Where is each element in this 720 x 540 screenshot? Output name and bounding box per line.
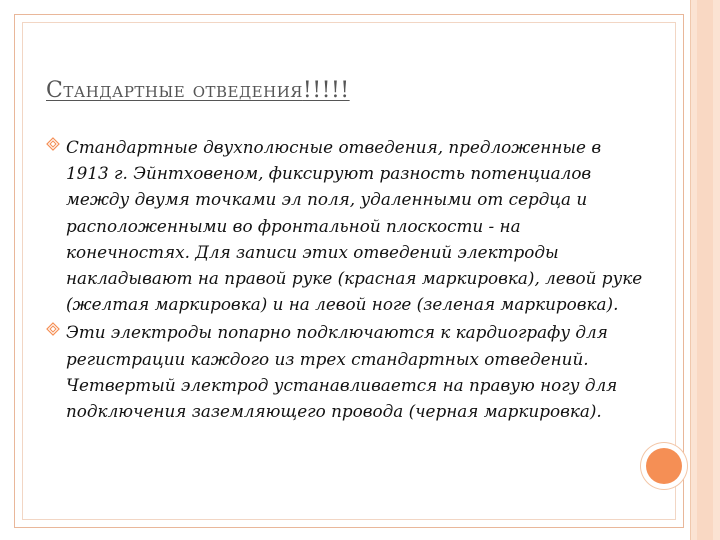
- decorative-side-band-inner: [697, 0, 713, 540]
- bullet-item: [46, 134, 646, 317]
- bullet-text: Эти электроды попарно подключаются к кардиографу для регистрации каждого из трех стандартных отведений. Четвертый электрод устанавливается на правую ногу для подключения заземляющего провода (черная маркировка).: [66, 322, 618, 422]
- bullet-item: [46, 319, 646, 424]
- slide-title: [46, 78, 646, 103]
- diamond-outline-icon: [46, 137, 60, 151]
- slide-title-exclamations: !!!!!: [302, 78, 350, 103]
- slide-title-main: Стандартные отведения: [46, 78, 303, 103]
- bullet-list: [46, 134, 646, 426]
- decorative-circle-dot: [646, 448, 682, 484]
- diamond-outline-icon: [46, 322, 60, 336]
- bullet-text: Стандартные двухполюсные отведения, предложенные в 1913 г. Эйнтховеном, фиксируют разность потенциалов между двумя точками эл поля, удаленными от сердца и расположенными во фронтальной плоскости - на конечностях. Для записи этих отведений электроды накладывают на правой руке (красная маркировка), левой руке (желтая маркировка) и на левой ноге (зеленая маркировка).: [66, 137, 643, 315]
